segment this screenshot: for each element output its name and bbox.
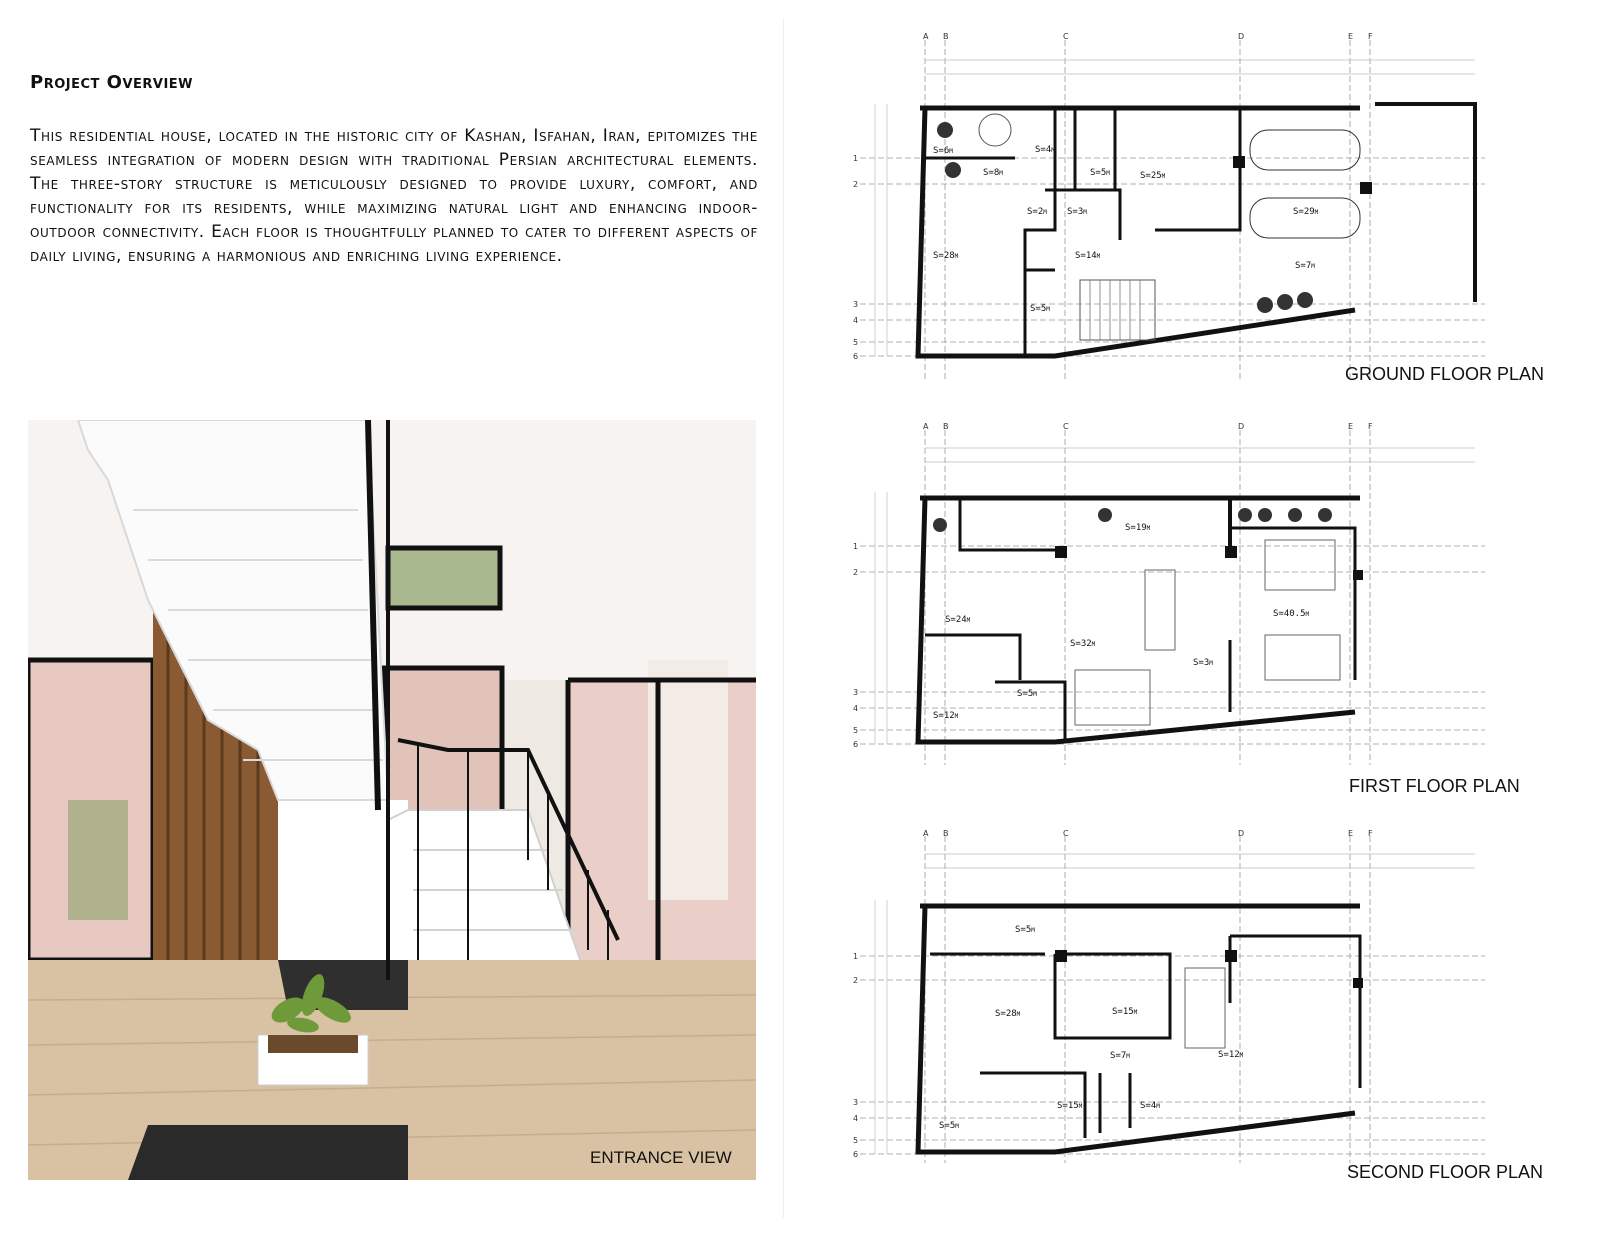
room-label: S=12m xyxy=(933,711,959,721)
room-label: S=2m xyxy=(1027,207,1047,217)
room-label: S=29m xyxy=(1293,207,1319,217)
overview-text: This residential house, located in the historic city of Kashan, Isfahan, Iran, epitomizes the seamless integration of modern design with traditional Persian architectural elements. The three-story structure is meticulously designed to provide luxury, comfort, and functionality for its residents, while maximizing natural light and enhancing indoor-outdoor connectivity. Each floor is thoughtfully planned to cater to different aspects of daily living, ensuring a harmonious and enriching living experience. xyxy=(30,126,758,266)
second-floor-plan-drawing xyxy=(845,828,1545,1183)
grid-label-d: D xyxy=(1238,422,1245,431)
room-label: S=7m xyxy=(1110,1051,1130,1061)
grid-label-1: 1 xyxy=(853,952,859,961)
room-label: S=4m xyxy=(1140,1101,1160,1111)
ground-floor-plan xyxy=(845,30,1545,415)
entrance-render xyxy=(28,420,756,1180)
grid-label-a: A xyxy=(923,422,929,431)
grid-label-e: E xyxy=(1348,422,1354,431)
room-label: S=28m xyxy=(995,1009,1021,1019)
grid-label-d: D xyxy=(1238,32,1245,41)
grid-label-f: F xyxy=(1368,422,1373,431)
column-divider xyxy=(783,18,784,1218)
room-label: S=32m xyxy=(1070,639,1096,649)
room-label: S=28m xyxy=(933,251,959,261)
first-floor-plan-caption: FIRST FLOOR PLAN xyxy=(1349,776,1520,796)
room-label: S=14m xyxy=(1075,251,1101,261)
grid-label-1: 1 xyxy=(853,154,859,163)
grid-label-2: 2 xyxy=(853,568,859,577)
grid-label-3: 3 xyxy=(853,1098,859,1107)
room-label: S=15m xyxy=(1057,1101,1083,1111)
room-label: S=4m xyxy=(1035,145,1055,155)
ground-floor-plan-caption: GROUND FLOOR PLAN xyxy=(1345,364,1545,384)
room-label: S=5m xyxy=(1015,925,1035,935)
room-label: S=12m xyxy=(1218,1050,1244,1060)
grid-label-e: E xyxy=(1348,829,1354,838)
grid-label-6: 6 xyxy=(853,740,859,749)
room-label: S=8m xyxy=(983,168,1003,178)
grid-label-c: C xyxy=(1063,829,1069,838)
grid-label-f: F xyxy=(1368,829,1373,838)
grid-label-4: 4 xyxy=(853,316,859,325)
grid-label-2: 2 xyxy=(853,180,859,189)
second-floor-plan xyxy=(845,828,1545,1213)
grid-label-b: B xyxy=(943,422,949,431)
overview-title: Project Overview xyxy=(30,72,194,93)
grid-label-6: 6 xyxy=(853,352,859,361)
room-label: S=5m xyxy=(939,1121,959,1131)
grid-label-b: B xyxy=(943,829,949,838)
second-floor-plan-caption: SECOND FLOOR PLAN xyxy=(1347,1162,1544,1182)
room-label: S=3m xyxy=(1067,207,1087,217)
first-floor-plan xyxy=(845,420,1545,805)
room-label: S=25m xyxy=(1140,171,1166,181)
grid-label-6: 6 xyxy=(853,1150,859,1159)
grid-label-3: 3 xyxy=(853,300,859,309)
entrance-render-illustration xyxy=(28,420,756,1180)
entrance-view-caption: ENTRANCE VIEW xyxy=(590,1148,732,1167)
first-floor-plan-drawing xyxy=(845,420,1545,775)
grid-label-5: 5 xyxy=(853,338,859,347)
grid-label-d: D xyxy=(1238,829,1245,838)
room-label: S=24m xyxy=(945,615,971,625)
grid-label-b: B xyxy=(943,32,949,41)
grid-label-5: 5 xyxy=(853,726,859,735)
grid-label-c: C xyxy=(1063,422,1069,431)
grid-label-3: 3 xyxy=(853,688,859,697)
grid-label-e: E xyxy=(1348,32,1354,41)
room-label: S=15m xyxy=(1112,1007,1138,1017)
grid-label-5: 5 xyxy=(853,1136,859,1145)
grid-label-4: 4 xyxy=(853,1114,859,1123)
grid-label-4: 4 xyxy=(853,704,859,713)
room-label: S=19m xyxy=(1125,523,1151,533)
grid-label-c: C xyxy=(1063,32,1069,41)
grid-label-f: F xyxy=(1368,32,1373,41)
grid-label-a: A xyxy=(923,32,929,41)
ground-floor-plan-drawing xyxy=(845,30,1545,385)
grid-label-2: 2 xyxy=(853,976,859,985)
grid-label-1: 1 xyxy=(853,542,859,551)
room-label: S=5m xyxy=(1030,304,1050,314)
room-label: S=7m xyxy=(1295,261,1315,271)
room-label: S=5m xyxy=(1017,689,1037,699)
room-label: S=5m xyxy=(1090,168,1110,178)
room-label: S=3m xyxy=(1193,658,1213,668)
room-label: S=6m xyxy=(933,146,953,156)
room-label: S=40.5m xyxy=(1273,609,1310,619)
grid-label-a: A xyxy=(923,829,929,838)
